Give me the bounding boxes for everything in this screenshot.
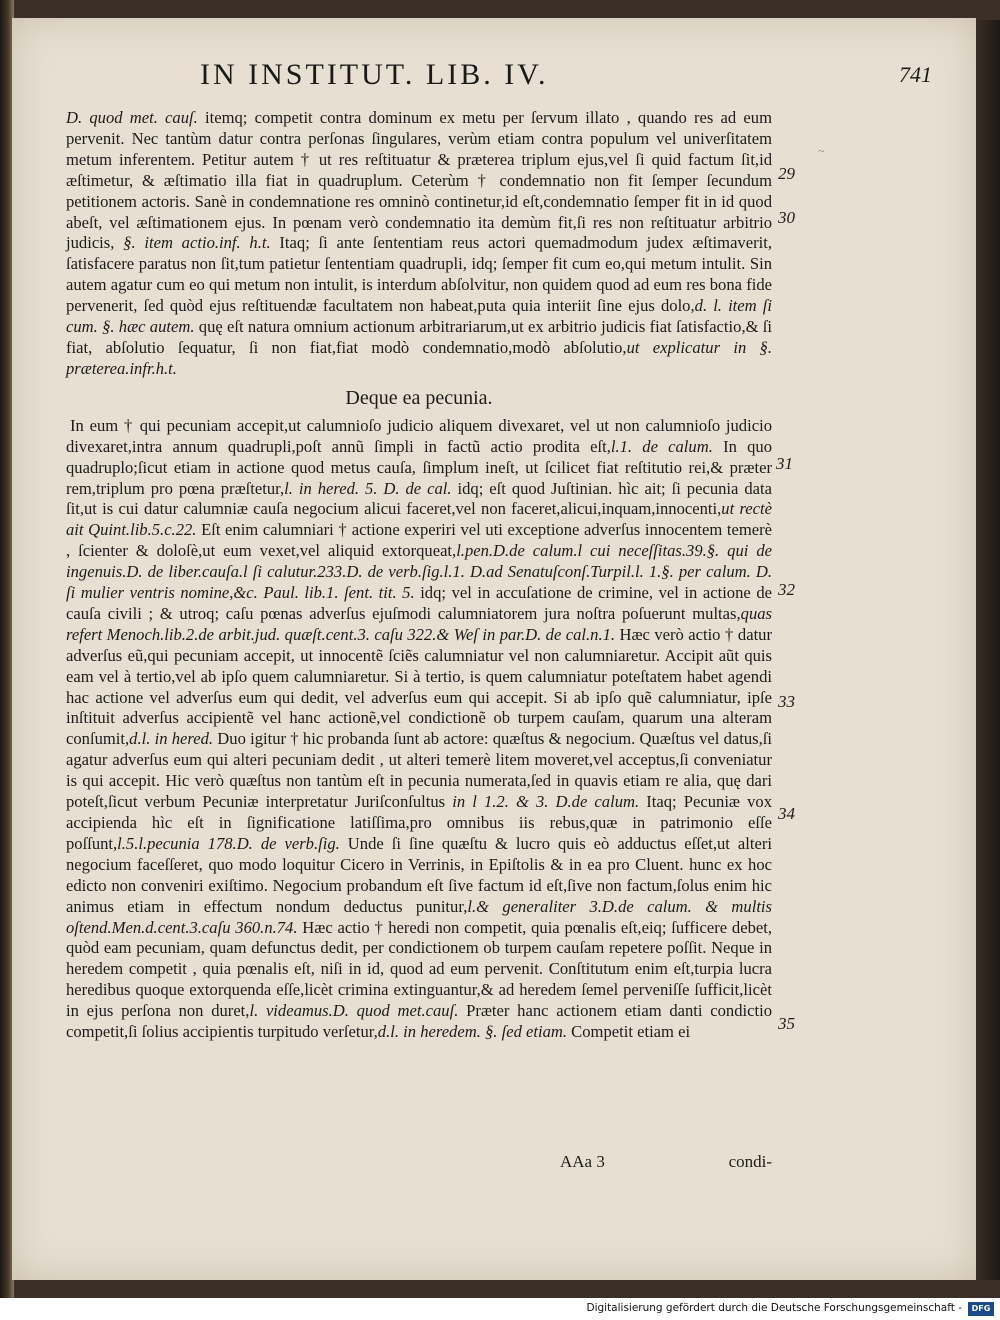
citation: l.pen.D.de calum.l cui neceſſitas.39.§. qui de ingenuis.D. de liber.cauſa.l ſi calutur.233.D. de verb.ſig.l.1. D.ad Senatuſconſ.Turpil.l. 1.§. per calum. D. ſi mulier ventris nomine,&c. Paul. lib.1. ſent. tit. 5. <box>66 541 772 603</box>
citation: in l 1.2. & 3. D.de calum. <box>452 792 640 812</box>
pencil-mark: ~ <box>818 144 825 158</box>
citation: l.5.l.pecunia 178.D. de verb.ſig. <box>117 833 340 853</box>
digitization-footer <box>0 1298 1000 1320</box>
text-run: Duo igitur † hic probanda ſunt ab actore: quæſtus & negocium. Quæſtus vel datus,ſi agatur adverſus eum qui alteri pecuniam dedit , ut alteri temerè litem moveret,vel acceptus,ſi conveniatur is qui accepit. Hic verò quæſtus non tantùm eſt in pecunia numerata,ſed in quavis etiam re alia, quę dari poteſt,ſicut verbum Pecuniæ interpretatur Juriſconſultus <box>66 729 772 812</box>
margin-number: 31 <box>776 454 793 473</box>
dfg-logo: DFG <box>968 1302 994 1316</box>
margin-number: 32 <box>778 580 795 599</box>
citation: l. videamus.D. quod met.cauſ. <box>249 1001 459 1021</box>
text-run: quę eſt natura omnium actionum arbitrariarum,ut ex arbitrio judicis fiat ſatisfactio,& ſi fiat, abſolutio ſequatur, ſi non fiat,fiat modò condemnatio,modò abſolutio, <box>66 317 772 357</box>
page-header <box>200 58 932 98</box>
citation: quas refert Menoch.lib.2.de arbit.jud. quæſt.cent.3. caſu 322.& Weſ in par.D. de cal.n.1. <box>66 603 772 644</box>
text-run: Hæc actio † heredi non competit, quia pœnalis eſt,eiq; ſufficere debet, quòd eam pecuniam, quam defunctus dedit, per condictionem ob turpem cauſam repetere poſſit. Neque in heredem competit , quia pœnalis eſt, niſi in id, quod ad eum pervenit. Conſtitutum enim eſt,turpia lucra heredibus quoque extorquenda eſſe,licèt crimina extinguantur,& ad heredem ſemel perveniſſe ſufficit,licèt in ejus perſona non duret, <box>66 917 772 1021</box>
citation: ut rectè ait Quint.lib.5.c.22. <box>66 499 772 540</box>
text-run: In eum † qui pecuniam accepit,ut calumnioſo judicio aliquem divexaret, vel ut non calumnioſo judicio divexaret,intra annum quadrupli,poſt annũ ſimpli in factũ actio prodita eſt, <box>66 415 772 456</box>
text-run: Eſt enim calumniari † actione experiri vel uti exceptione adverſus innocentem temerè , ſcienter & doloſè,ut eum vexet,vel aliquid extorqueat, <box>66 520 772 561</box>
section-heading: Deque ea pecunia. <box>345 386 493 409</box>
text-run: Itaq; ſi ante ſententiam reus actori quemadmodum judex æſtimaverit, ſatisfacere paratus non ſit,tum patietur ſententiam quadrupli, idq; ſemper fit cum eo,qui metum intulit. Sin autem agatur cum eo qui metum non intulit, is interdum abſolvitur, non quidem quod ad eum res bona fide pervenerit, ſed quòd ejus reſtituendæ facultatem non habeat,puta quia interiit ſine ejus dolo, <box>66 233 772 316</box>
text-run: itemq; competit contra dominum ex metu per ſervum illato , quando res ad eum pervenit. Nec tantùm datur contra perſonas ſingulares, verùm etiam contra populum vel univerſitatem metum inferentem. Petitur autem † ut res reſtituatur & præterea triplum ejus,vel ſi quid factum ſit,id æſtimetur, & æſtimatio illa fiat in quadruplum. Ceterùm † condemnatio non fit ſemper ſecundum petitionem actoris. Sanè in condemnatione res omninò continetur,id eſt,condemnatio ſemper fit in id quod abeſt, vel æſtimationem ejus. In pœnam verò condemnatio ita demùm fit,ſi res non reſtituatur arbitrio judicis, <box>66 108 772 253</box>
page-footer-marks <box>560 1152 772 1174</box>
citation: D. quod met. cauſ. <box>66 108 198 127</box>
citation: l.& generaliter 3.D.de calum. & multis oſtend.Men.d.cent.3.caſu 360.n.74. <box>66 896 773 937</box>
margin-number: 35 <box>778 1014 795 1033</box>
text-run: Unde ſi ſine quæſtu & lucro quis eò adductus eſſet,ut alteri negocium faceſſeret, quo modo loquitur Cicero in Verrinis, in Epiſtolis & in ea pro Cluent. hunc ex hoc edicto non conveniri exiſtimo. Negocium probandum eſt ſive factum id eſt,ſive non factum,ſolus enim hic animus etiam in effectum nondum deductus punitur, <box>66 833 772 916</box>
catchword: condi- <box>728 1152 772 1171</box>
margin-number: 29 <box>778 164 795 183</box>
text-run: In quo quadruplo;ſicut etiam in actione quod metus cauſa, ſimplum ineſt, ut ſcilicet fiat reſtitutio rei,& præter rem,triplum pro pœna præſtetur, <box>66 436 772 498</box>
text-run: idq; vel in accuſatione de crimine, vel in actione de cauſa civili ; & utroq; caſu pœnas adverſus ejuſmodi calumniatorem jura noſtra poſuerunt multas, <box>66 583 772 623</box>
citation: l.1. de calum. <box>610 436 713 456</box>
text-run: Competit etiam ei <box>567 1022 691 1042</box>
citation: l. in hered. 5. D. de cal. <box>284 478 452 498</box>
text-run: Itaq; Pecuniæ vox accipienda hìc eſt in ſignificatione latiſſima,pro omnibus iis rebus,quæ in patrimonio eſſe poſſunt, <box>66 792 772 853</box>
text-run: Hæc verò actio † datur adverſus eũ,qui pecuniam accepit, ut innocentẽ ſciẽs calumniatur vel non calumniaretur. Accipit aũt quis eam vel à tertio,vel ab ipſo quem calumniaretur. Si à tertio, is quem calumniatur poteſtatem habet agendi hac actione vel adverſus eum qui dedit, vel adverſus eum qui accepit. Si ab ipſo quẽ calumniatur, ipſe inſtituit adverſus accipientẽ vel hanc actionẽ,vel condictionẽ ob turpem cauſam, quarum una alteram conſumit, <box>66 624 772 749</box>
citation: ut explicatur in §. præterea.infr.h.t. <box>66 337 772 378</box>
paragraph <box>66 108 772 380</box>
margin-number: 33 <box>778 692 795 711</box>
citation: §. item actio.inf. h.t. <box>123 233 271 253</box>
paragraph <box>66 416 772 1043</box>
body-text <box>66 108 772 1043</box>
margin-number: 30 <box>778 208 795 227</box>
citation: d.l. in hered. <box>129 729 214 749</box>
signature-mark: AAa 3 <box>560 1152 605 1171</box>
funding-notice: Digitalisierung gefördert durch die Deutsche Forschungsgemeinschaft - <box>586 1302 962 1314</box>
page-number: 741 <box>899 62 932 87</box>
citation: d.l. in heredem. §. ſed etiam. <box>377 1022 568 1042</box>
citation: d. l. item ſi cum. §. hæc autem. <box>66 296 772 337</box>
running-title: IN INSTITUT. LIB. IV. <box>200 58 549 91</box>
page-edge <box>976 20 1000 1280</box>
margin-number: 34 <box>778 804 795 823</box>
text-run: idq; eſt quod Juſtinian. hìc ait; ſi pecunia data ſit,ut is cui datur calumniæ cauſa negocium alicui faceret,vel non faceret,alicui,inquam,innocenti, <box>66 478 772 519</box>
text-run: Præter hanc actionem etiam danti condictio competit,ſi ſolius accipientis turpitudo verſetur, <box>66 1001 772 1042</box>
